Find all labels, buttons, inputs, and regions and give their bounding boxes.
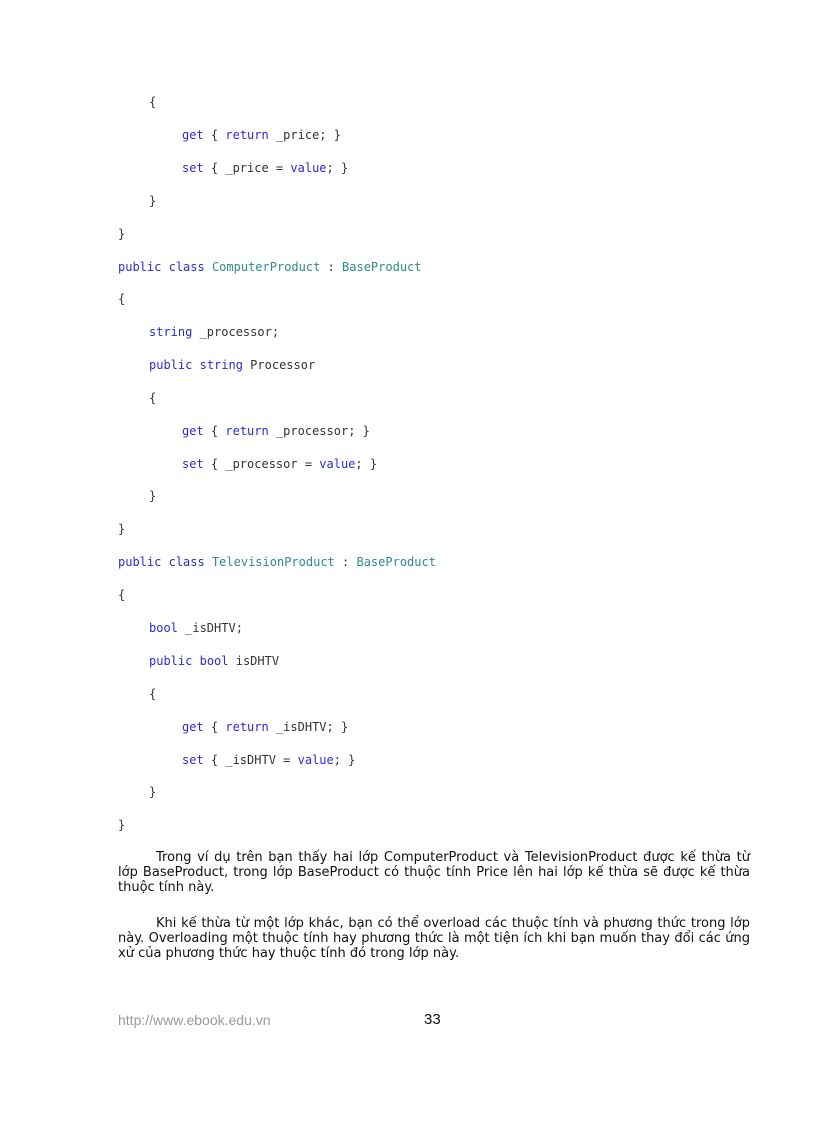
code-text [205, 260, 212, 274]
code-text: { _processor = [203, 457, 320, 471]
code-text: _isDHTV; [177, 621, 243, 635]
code-line [149, 488, 156, 504]
code-text: ; } [326, 161, 349, 175]
code-line [149, 686, 156, 702]
code-text: { [118, 292, 126, 306]
code-type-name: BaseProduct [356, 555, 436, 569]
code-keyword: set [182, 753, 204, 767]
code-text [161, 260, 168, 274]
code-text: ; } [333, 753, 356, 767]
code-type-name: BaseProduct [342, 260, 422, 274]
code-line [149, 390, 156, 406]
code-line [118, 291, 125, 307]
code-text: { [203, 424, 226, 438]
code-keyword: public [149, 358, 193, 372]
code-keyword: value [319, 457, 356, 471]
code-keyword: bool [199, 654, 229, 668]
code-keyword: string [149, 325, 193, 339]
code-line [118, 226, 125, 242]
code-line [118, 521, 125, 537]
code-keyword: class [168, 555, 205, 569]
code-text: } [118, 227, 126, 241]
code-text: : [334, 555, 357, 569]
code-text: ; } [355, 457, 378, 471]
code-keyword: class [168, 260, 205, 274]
code-text: { [149, 391, 157, 405]
code-line [182, 423, 370, 439]
body-paragraph: Khi kế thừa từ một lớp khác, bạn có thể overload các thuộc tính và phương thức trong lớp này. Overloading một thuộc tính hay phương thức là một tiện ích khi bạn muốn thay đổi các ứng xử của phương thức hay thuộc tính đó trong lớp này. [118, 916, 750, 961]
code-text: : [320, 260, 343, 274]
code-keyword: set [182, 161, 204, 175]
code-text: } [149, 489, 157, 503]
code-line [149, 620, 243, 636]
code-type-name: TelevisionProduct [211, 555, 335, 569]
code-keyword: set [182, 457, 204, 471]
code-keyword: public [149, 654, 193, 668]
code-keyword: get [182, 128, 204, 142]
code-keyword: return [225, 128, 269, 142]
code-line [182, 160, 348, 176]
code-text: } [149, 194, 157, 208]
code-keyword: get [182, 424, 204, 438]
footer-link[interactable]: http://www.ebook.edu.vn [118, 1012, 271, 1028]
code-text: isDHTV [228, 654, 280, 668]
code-text: { [203, 720, 226, 734]
code-keyword: public [118, 260, 162, 274]
code-line [118, 587, 125, 603]
code-line [149, 324, 279, 340]
code-text: Processor [242, 358, 316, 372]
code-text: { [118, 588, 126, 602]
code-line [118, 259, 422, 275]
code-keyword: public [118, 555, 162, 569]
code-keyword: return [225, 424, 269, 438]
code-keyword: string [199, 358, 243, 372]
code-text: { _isDHTV = [203, 753, 298, 767]
code-text: _processor; [192, 325, 280, 339]
code-line [182, 719, 348, 735]
code-text: _price; } [268, 128, 341, 142]
code-text: _isDHTV; } [268, 720, 349, 734]
code-line [118, 554, 436, 570]
code-text: { _price = [203, 161, 291, 175]
code-text [161, 555, 168, 569]
code-keyword: return [225, 720, 269, 734]
code-keyword: bool [149, 621, 178, 635]
code-keyword: value [297, 753, 334, 767]
code-text [192, 654, 199, 668]
code-keyword: value [290, 161, 327, 175]
code-type-name: ComputerProduct [211, 260, 321, 274]
code-line [149, 193, 156, 209]
code-line [182, 456, 377, 472]
code-keyword: get [182, 720, 204, 734]
code-text [192, 358, 199, 372]
code-text: } [118, 818, 126, 832]
code-text: } [118, 522, 126, 536]
code-line [182, 752, 355, 768]
code-line [149, 784, 156, 800]
code-text: _processor; } [268, 424, 370, 438]
code-line [149, 94, 156, 110]
code-text: { [203, 128, 226, 142]
body-paragraph: Trong ví dụ trên bạn thấy hai lớp ComputerProduct và TelevisionProduct được kế thừa từ lớp BaseProduct, trong lớp BaseProduct có thuộc tính Price lên hai lớp kế thừa sẽ được kế thừa thuộc tính này. [118, 850, 750, 895]
code-text: } [149, 785, 157, 799]
code-line [149, 653, 279, 669]
code-line [149, 357, 315, 373]
code-text: { [149, 687, 157, 701]
code-text [205, 555, 212, 569]
page-number: 33 [424, 1011, 441, 1028]
code-line [182, 127, 341, 143]
code-line [118, 817, 125, 833]
code-text: { [149, 95, 157, 109]
